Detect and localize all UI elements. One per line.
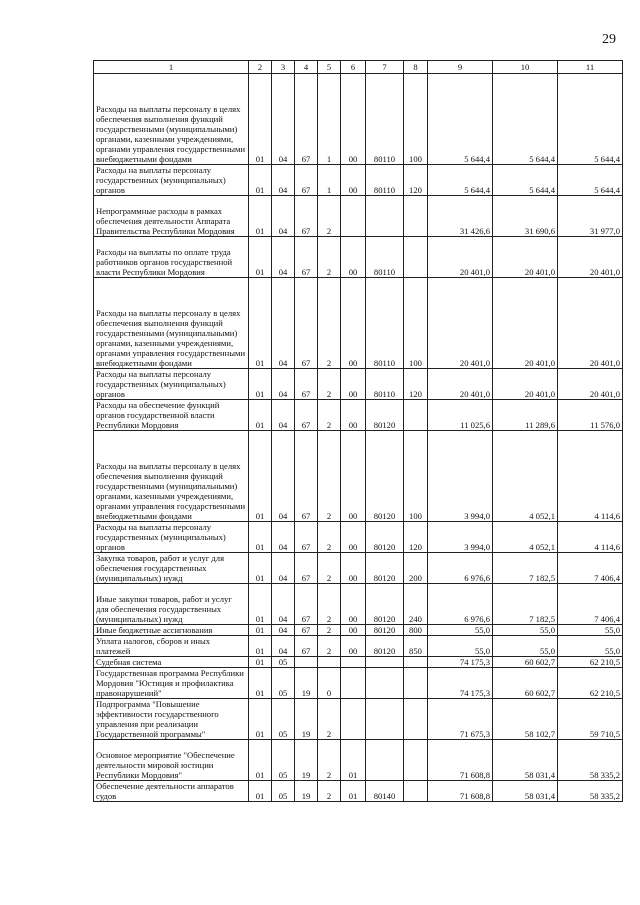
cell-amount-col-11: 58 335,2 — [558, 740, 623, 781]
cell-row-name: Расходы на выплаты персоналу государственных (муниципальных) органов — [94, 522, 249, 553]
cell-code-program: 67 — [295, 237, 318, 278]
cell-code-event: 00 — [341, 237, 366, 278]
cell-amount-col-9: 55,0 — [428, 625, 493, 636]
cell-code-event: 00 — [341, 369, 366, 400]
cell-code-direction: 80110 — [366, 369, 404, 400]
cell-code-subprogram: 2 — [318, 522, 341, 553]
cell-code-subprogram: 2 — [318, 237, 341, 278]
cell-code-event — [341, 668, 366, 699]
header-cell-11: 11 — [558, 61, 623, 74]
table-row — [94, 668, 623, 699]
cell-amount-col-10: 4 052,1 — [493, 522, 558, 553]
cell-row-name: Иные бюджетные ассигнования — [94, 625, 249, 636]
cell-code-expense-type: 120 — [404, 522, 428, 553]
cell-code-subprogram: 2 — [318, 584, 341, 625]
cell-code-subprogram: 2 — [318, 400, 341, 431]
cell-code-expense-type: 100 — [404, 278, 428, 369]
cell-row-name: Судебная система — [94, 657, 249, 668]
cell-code-program: 67 — [295, 278, 318, 369]
cell-amount-col-9: 6 976,6 — [428, 553, 493, 584]
cell-code-section: 01 — [249, 668, 272, 699]
cell-code-program: 67 — [295, 625, 318, 636]
cell-amount-col-9: 74 175,3 — [428, 657, 493, 668]
cell-code-expense-type — [404, 196, 428, 237]
cell-code-program: 19 — [295, 740, 318, 781]
cell-code-expense-type: 200 — [404, 553, 428, 584]
table-row — [94, 369, 623, 400]
cell-code-expense-type — [404, 781, 428, 802]
cell-amount-col-10: 60 602,7 — [493, 657, 558, 668]
cell-amount-col-11: 62 210,5 — [558, 657, 623, 668]
cell-code-direction: 80110 — [366, 74, 404, 165]
cell-row-name: Основное мероприятие "Обеспечение деятельности мировой юстиции Республики Мордовия" — [94, 740, 249, 781]
cell-code-event: 00 — [341, 165, 366, 196]
cell-row-name: Иные закупки товаров, работ и услуг для обеспечения государственных (муниципальных) нужд — [94, 584, 249, 625]
cell-code-subsection: 05 — [272, 657, 295, 668]
cell-code-event: 00 — [341, 636, 366, 657]
cell-amount-col-10: 7 182,5 — [493, 584, 558, 625]
cell-code-direction: 80140 — [366, 781, 404, 802]
cell-code-event: 00 — [341, 584, 366, 625]
cell-code-expense-type: 240 — [404, 584, 428, 625]
cell-code-program: 67 — [295, 74, 318, 165]
cell-code-section: 01 — [249, 699, 272, 740]
cell-code-event: 00 — [341, 553, 366, 584]
cell-code-section: 01 — [249, 553, 272, 584]
cell-row-name: Расходы на выплаты по оплате труда работников органов государственной власти Республики Мордовия — [94, 237, 249, 278]
cell-amount-col-9: 31 426,6 — [428, 196, 493, 237]
cell-code-section: 01 — [249, 431, 272, 522]
table-row — [94, 584, 623, 625]
header-cell-2: 2 — [249, 61, 272, 74]
cell-amount-col-10: 7 182,5 — [493, 553, 558, 584]
cell-amount-col-9: 3 994,0 — [428, 522, 493, 553]
cell-code-section: 01 — [249, 74, 272, 165]
table-row — [94, 237, 623, 278]
cell-amount-col-9: 71 608,8 — [428, 740, 493, 781]
cell-amount-col-9: 71 608,8 — [428, 781, 493, 802]
cell-code-direction: 80120 — [366, 522, 404, 553]
cell-code-subprogram: 2 — [318, 278, 341, 369]
cell-code-expense-type — [404, 237, 428, 278]
cell-amount-col-10: 58 102,7 — [493, 699, 558, 740]
cell-code-direction: 80120 — [366, 400, 404, 431]
cell-code-direction — [366, 668, 404, 699]
cell-code-program: 67 — [295, 431, 318, 522]
cell-row-name: Закупка товаров, работ и услуг для обеспечения государственных (муниципальных) нужд — [94, 553, 249, 584]
header-cell-4: 4 — [295, 61, 318, 74]
header-cell-7: 7 — [366, 61, 404, 74]
cell-code-subsection: 05 — [272, 781, 295, 802]
cell-code-event: 00 — [341, 74, 366, 165]
cell-amount-col-9: 74 175,3 — [428, 668, 493, 699]
cell-amount-col-10: 58 031,4 — [493, 781, 558, 802]
cell-code-expense-type: 800 — [404, 625, 428, 636]
cell-code-direction: 80110 — [366, 278, 404, 369]
cell-code-program: 67 — [295, 584, 318, 625]
cell-amount-col-9: 20 401,0 — [428, 369, 493, 400]
cell-amount-col-9: 20 401,0 — [428, 278, 493, 369]
cell-code-program: 67 — [295, 400, 318, 431]
cell-row-name: Расходы на выплаты персоналу в целях обеспечения выполнения функций государственными (муниципальными) органами, казенными учреждениями, органами управления государственными внебюджетными фондами — [94, 278, 249, 369]
cell-code-subsection: 05 — [272, 699, 295, 740]
cell-code-section: 01 — [249, 584, 272, 625]
cell-amount-col-11: 7 406,4 — [558, 553, 623, 584]
cell-code-subsection: 04 — [272, 237, 295, 278]
table-row — [94, 196, 623, 237]
cell-code-direction: 80120 — [366, 584, 404, 625]
cell-code-program — [295, 657, 318, 668]
table-row — [94, 657, 623, 668]
cell-code-expense-type — [404, 400, 428, 431]
table-row — [94, 431, 623, 522]
cell-code-event: 00 — [341, 431, 366, 522]
cell-row-name: Расходы на выплаты персоналу государственных (муниципальных) органов — [94, 165, 249, 196]
header-cell-5: 5 — [318, 61, 341, 74]
cell-code-expense-type: 100 — [404, 431, 428, 522]
cell-amount-col-11: 11 576,0 — [558, 400, 623, 431]
cell-code-event: 00 — [341, 278, 366, 369]
cell-code-event — [341, 657, 366, 668]
cell-amount-col-11: 20 401,0 — [558, 237, 623, 278]
cell-code-direction: 80120 — [366, 625, 404, 636]
cell-amount-col-11: 5 644,4 — [558, 165, 623, 196]
header-cell-9: 9 — [428, 61, 493, 74]
cell-amount-col-9: 11 025,6 — [428, 400, 493, 431]
cell-code-section: 01 — [249, 740, 272, 781]
cell-amount-col-9: 71 675,3 — [428, 699, 493, 740]
cell-row-name: Уплата налогов, сборов и иных платежей — [94, 636, 249, 657]
cell-amount-col-10: 11 289,6 — [493, 400, 558, 431]
cell-code-program: 67 — [295, 522, 318, 553]
cell-row-name: Обеспечение деятельности аппаратов судов — [94, 781, 249, 802]
cell-code-section: 01 — [249, 369, 272, 400]
budget-table — [93, 60, 623, 802]
cell-code-direction — [366, 740, 404, 781]
cell-row-name: Расходы на выплаты персоналу в целях обеспечения выполнения функций государственными (муниципальными) органами, казенными учреждениями, органами управления государственными внебюджетными фондами — [94, 431, 249, 522]
cell-code-expense-type — [404, 699, 428, 740]
header-cell-8: 8 — [404, 61, 428, 74]
cell-code-direction: 80110 — [366, 165, 404, 196]
cell-code-direction: 80110 — [366, 237, 404, 278]
cell-amount-col-10: 5 644,4 — [493, 165, 558, 196]
cell-code-subsection: 04 — [272, 165, 295, 196]
cell-code-subprogram: 2 — [318, 431, 341, 522]
cell-code-event: 00 — [341, 400, 366, 431]
cell-code-program: 67 — [295, 636, 318, 657]
cell-amount-col-10: 58 031,4 — [493, 740, 558, 781]
cell-amount-col-10: 20 401,0 — [493, 237, 558, 278]
cell-amount-col-10: 20 401,0 — [493, 369, 558, 400]
cell-code-section: 01 — [249, 781, 272, 802]
cell-code-subprogram: 2 — [318, 740, 341, 781]
cell-row-name: Расходы на выплаты персоналу государственных (муниципальных) органов — [94, 369, 249, 400]
cell-amount-col-11: 31 977,0 — [558, 196, 623, 237]
cell-code-expense-type: 850 — [404, 636, 428, 657]
cell-amount-col-10: 5 644,4 — [493, 74, 558, 165]
table-row — [94, 165, 623, 196]
cell-amount-col-11: 59 710,5 — [558, 699, 623, 740]
table-row — [94, 400, 623, 431]
cell-code-subprogram: 2 — [318, 553, 341, 584]
cell-code-subsection: 04 — [272, 400, 295, 431]
cell-row-name: Подпрограмма "Повышение эффективности государственного управления при реализации Государственной программы" — [94, 699, 249, 740]
cell-code-subsection: 04 — [272, 369, 295, 400]
cell-code-section: 01 — [249, 400, 272, 431]
table-row — [94, 74, 623, 165]
cell-code-subsection: 04 — [272, 636, 295, 657]
header-cell-1: 1 — [94, 61, 249, 74]
cell-row-name: Государственная программа Республики Мордовия "Юстиция и профилактика правонарушений" — [94, 668, 249, 699]
cell-code-subsection: 04 — [272, 625, 295, 636]
table-row — [94, 522, 623, 553]
cell-code-expense-type: 120 — [404, 165, 428, 196]
page-number: 29 — [602, 32, 616, 47]
cell-code-section: 01 — [249, 636, 272, 657]
table-row — [94, 553, 623, 584]
cell-code-subprogram: 2 — [318, 196, 341, 237]
table-row — [94, 740, 623, 781]
cell-code-expense-type — [404, 668, 428, 699]
cell-code-section: 01 — [249, 625, 272, 636]
cell-amount-col-11: 4 114,6 — [558, 522, 623, 553]
cell-code-event — [341, 699, 366, 740]
cell-amount-col-9: 6 976,6 — [428, 584, 493, 625]
cell-amount-col-11: 4 114,6 — [558, 431, 623, 522]
cell-code-program: 67 — [295, 196, 318, 237]
cell-code-subsection: 05 — [272, 740, 295, 781]
cell-code-event: 01 — [341, 781, 366, 802]
cell-code-direction: 80120 — [366, 431, 404, 522]
cell-amount-col-10: 4 052,1 — [493, 431, 558, 522]
header-cell-6: 6 — [341, 61, 366, 74]
cell-code-subsection: 04 — [272, 278, 295, 369]
cell-code-section: 01 — [249, 657, 272, 668]
cell-code-subprogram: 0 — [318, 668, 341, 699]
cell-code-subsection: 04 — [272, 431, 295, 522]
cell-code-direction — [366, 699, 404, 740]
cell-amount-col-9: 5 644,4 — [428, 74, 493, 165]
cell-amount-col-11: 58 335,2 — [558, 781, 623, 802]
cell-code-subprogram: 2 — [318, 636, 341, 657]
cell-code-program: 67 — [295, 165, 318, 196]
cell-code-subsection: 04 — [272, 584, 295, 625]
cell-code-expense-type: 100 — [404, 74, 428, 165]
cell-code-direction — [366, 657, 404, 668]
cell-code-section: 01 — [249, 522, 272, 553]
table-row — [94, 636, 623, 657]
cell-code-subprogram: 2 — [318, 699, 341, 740]
cell-code-program: 67 — [295, 369, 318, 400]
cell-code-subprogram: 1 — [318, 165, 341, 196]
cell-code-subsection: 04 — [272, 196, 295, 237]
header-cell-10: 10 — [493, 61, 558, 74]
cell-amount-col-10: 31 690,6 — [493, 196, 558, 237]
cell-code-subprogram: 2 — [318, 625, 341, 636]
table-header-row — [94, 61, 623, 74]
cell-code-subprogram: 1 — [318, 74, 341, 165]
cell-amount-col-9: 55,0 — [428, 636, 493, 657]
cell-code-expense-type — [404, 657, 428, 668]
cell-code-event: 00 — [341, 522, 366, 553]
cell-amount-col-11: 62 210,5 — [558, 668, 623, 699]
cell-code-section: 01 — [249, 165, 272, 196]
cell-code-section: 01 — [249, 196, 272, 237]
cell-code-program: 19 — [295, 699, 318, 740]
cell-row-name: Непрограммные расходы в рамках обеспечения деятельности Аппарата Правительства Республики Мордовия — [94, 196, 249, 237]
cell-code-program: 19 — [295, 668, 318, 699]
cell-amount-col-11: 7 406,4 — [558, 584, 623, 625]
cell-amount-col-10: 55,0 — [493, 625, 558, 636]
cell-code-event: 00 — [341, 625, 366, 636]
cell-amount-col-10: 20 401,0 — [493, 278, 558, 369]
cell-amount-col-9: 5 644,4 — [428, 165, 493, 196]
cell-code-subsection: 04 — [272, 553, 295, 584]
cell-code-subprogram: 2 — [318, 781, 341, 802]
table-row — [94, 781, 623, 802]
cell-code-subprogram — [318, 657, 341, 668]
cell-code-event — [341, 196, 366, 237]
cell-code-expense-type — [404, 740, 428, 781]
header-cell-3: 3 — [272, 61, 295, 74]
cell-code-subsection: 04 — [272, 522, 295, 553]
cell-row-name: Расходы на обеспечение функций органов государственной власти Республики Мордовия — [94, 400, 249, 431]
cell-amount-col-11: 55,0 — [558, 625, 623, 636]
table-row — [94, 625, 623, 636]
cell-code-direction — [366, 196, 404, 237]
cell-amount-col-9: 3 994,0 — [428, 431, 493, 522]
cell-amount-col-9: 20 401,0 — [428, 237, 493, 278]
cell-code-subsection: 05 — [272, 668, 295, 699]
cell-code-program: 67 — [295, 553, 318, 584]
cell-code-subsection: 04 — [272, 74, 295, 165]
cell-amount-col-10: 60 602,7 — [493, 668, 558, 699]
cell-amount-col-10: 55,0 — [493, 636, 558, 657]
cell-amount-col-11: 55,0 — [558, 636, 623, 657]
cell-code-program: 19 — [295, 781, 318, 802]
cell-code-section: 01 — [249, 237, 272, 278]
table-row — [94, 278, 623, 369]
cell-code-section: 01 — [249, 278, 272, 369]
cell-code-direction: 80120 — [366, 636, 404, 657]
cell-code-subprogram: 2 — [318, 369, 341, 400]
cell-code-event: 01 — [341, 740, 366, 781]
cell-code-direction: 80120 — [366, 553, 404, 584]
cell-amount-col-11: 5 644,4 — [558, 74, 623, 165]
cell-amount-col-11: 20 401,0 — [558, 278, 623, 369]
cell-amount-col-11: 20 401,0 — [558, 369, 623, 400]
cell-code-expense-type: 120 — [404, 369, 428, 400]
cell-row-name: Расходы на выплаты персоналу в целях обеспечения выполнения функций государственными (муниципальными) органами, казенными учреждениями, органами управления государственными внебюджетными фондами — [94, 74, 249, 165]
table-row — [94, 699, 623, 740]
